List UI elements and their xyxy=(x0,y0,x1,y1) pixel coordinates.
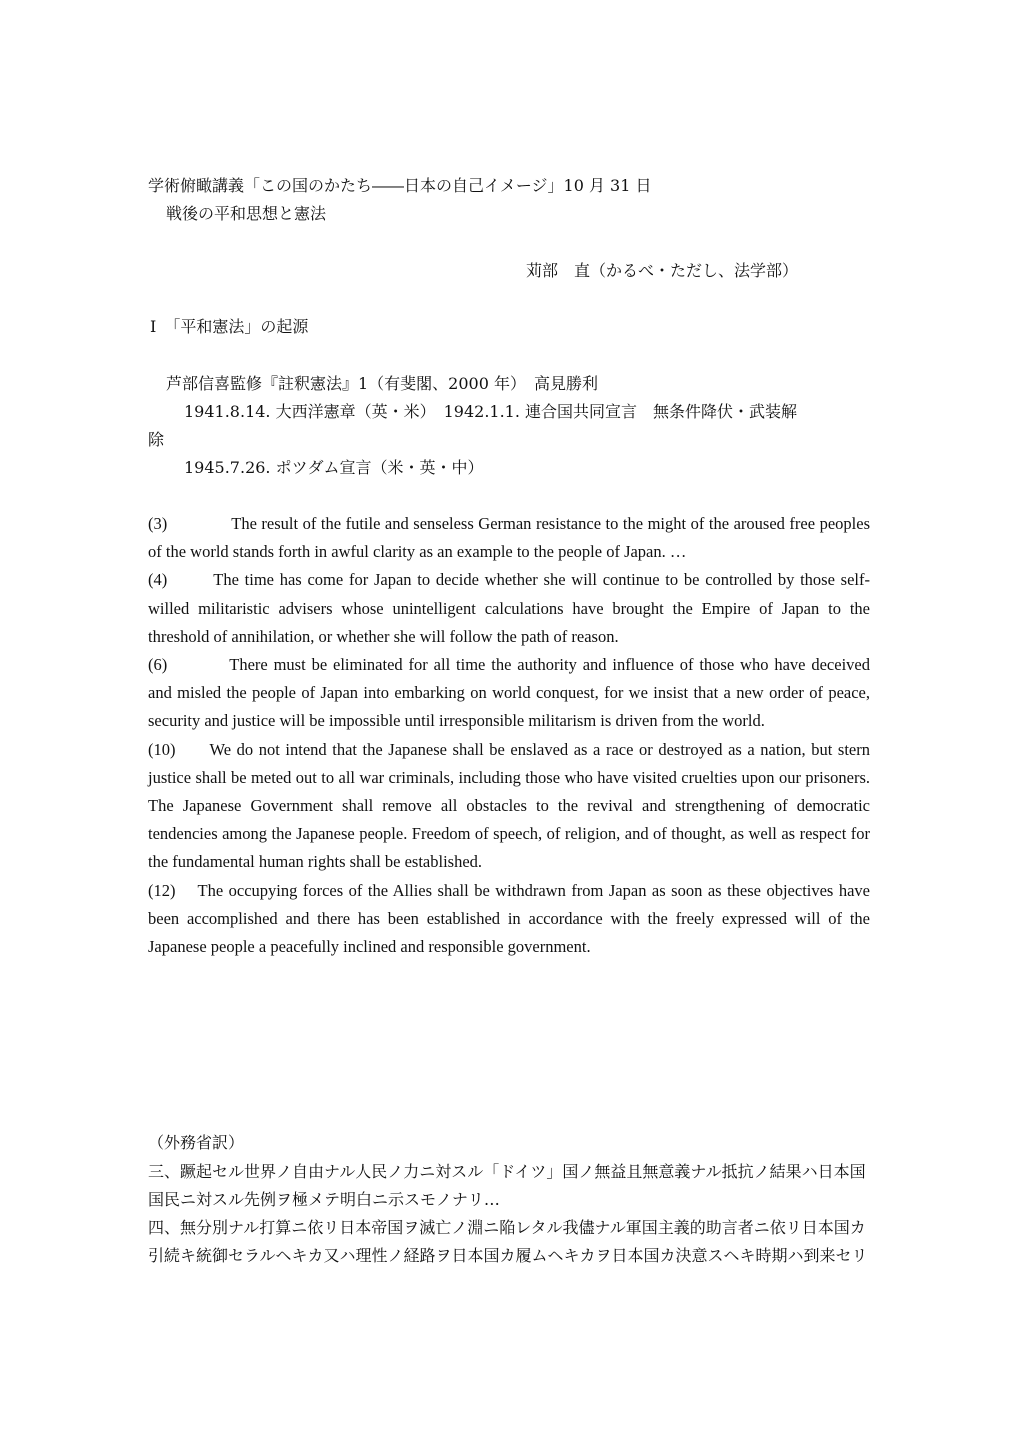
paragraph-number: (4) xyxy=(148,570,168,590)
translation-item: 三、蹶起セル世界ノ自由ナル人民ノ力ニ対スル「ドイツ」国ノ無益且無意義ナル抵抗ノ結果ハ日本国国民ニ対スル先例ヲ極メテ明白ニ示スモノナリ… xyxy=(148,1162,866,1209)
reference-line: 1941.8.14. 大西洋憲章（英・米） 1942.1.1. 連合国共同宣言 無条件降伏・武装解 xyxy=(184,402,798,421)
paragraph-number: (3) xyxy=(148,514,168,533)
author-line: 苅部 直（かるべ・ただし、法学部） xyxy=(526,261,799,280)
paragraph xyxy=(148,877,870,962)
lecture-subtitle: 戦後の平和思想と憲法 xyxy=(166,204,327,223)
potsdam-paragraphs xyxy=(148,510,870,961)
paragraph-text: The occupying forces of the Allies shall be withdrawn from Japan as soon as these objectives have been accomplished and there has been established in accordance with the freely expressed will of the Japanese people a peacefully inclined and responsible government. xyxy=(148,880,870,957)
paragraph xyxy=(148,651,870,736)
paragraph-number: (12) xyxy=(148,880,176,900)
translation-item: 四、無分別ナル打算ニ依リ日本帝国ヲ滅亡ノ淵ニ陥レタル我儘ナル軍国主義的助言者ニ依リ日本国カ引続キ統御セラルヘキカ又ハ理性ノ経路ヲ日本国カ履ムヘキカヲ日本国カ決意スヘキ時期ハ到来セリ xyxy=(148,1218,868,1265)
section-heading: Ⅰ 「平和憲法」の起源 xyxy=(150,317,309,336)
paragraph-number: (6) xyxy=(148,655,168,675)
paragraph-text: The time has come for Japan to decide whether she will continue to be controlled by those self-willed militaristic advisers whose unintelligent calculations have brought the Empire of Japan to the threshold of annihilation, or whether she will follow the path of reason. xyxy=(148,570,870,646)
paragraph xyxy=(148,566,870,651)
paragraph xyxy=(148,736,870,877)
paragraph-text: We do not intend that the Japanese shall be enslaved as a race or destroyed as a nation, but stern justice shall be meted out to all war criminals, including those who have visited cruelties upon our prisoners. The Japanese Government shall remove all obstacles to the revival and strengthening of democratic tendencies among the Japanese people. Freedom of speech, of religion, and of thought, as well as respect for the fundamental human rights shall be established. xyxy=(148,739,870,872)
translation-label: （外務省訳） xyxy=(148,1133,245,1152)
course-title: 学術俯瞰講義「この国のかたち――日本の自己イメージ」10 月 31 日 xyxy=(148,176,652,195)
reference-line: 芦部信喜監修『註釈憲法』1（有斐閣、2000 年） 高見勝利 xyxy=(166,374,598,393)
reference-line: 1945.7.26. ポツダム宣言（米・英・中） xyxy=(184,458,484,477)
translation-block xyxy=(148,1158,870,1270)
reference-line: 除 xyxy=(148,430,165,449)
paragraph-text: There must be eliminated for all time the authority and influence of those who have deceived and misled the people of Japan into embarking on world conquest, for we insist that a new order of peace, security and justice will be impossible until irresponsible militarism is driven from the world. xyxy=(148,655,870,731)
paragraph-text: The result of the futile and senseless German resistance to the might of the aroused free peoples of the world stands forth in awful clarity as an example to the people of Japan. … xyxy=(148,514,870,562)
paragraph xyxy=(148,510,870,566)
paragraph-number: (10) xyxy=(148,739,176,759)
